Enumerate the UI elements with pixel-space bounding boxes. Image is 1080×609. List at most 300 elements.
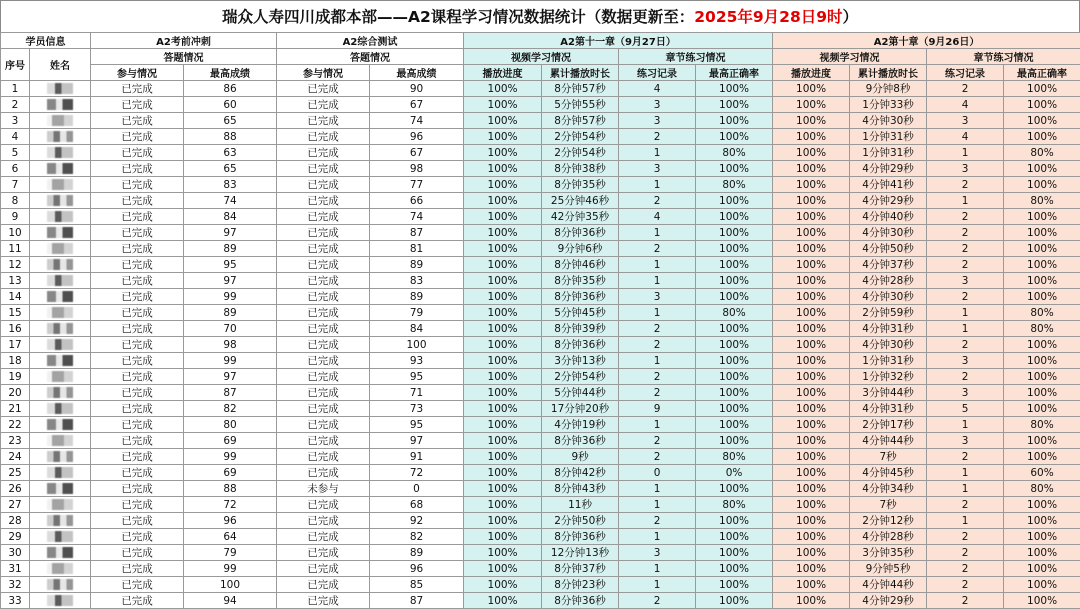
ch11-duration-cell: 5分钟55秒 — [542, 97, 619, 113]
ch11-progress-cell: 100% — [464, 593, 542, 609]
sprint-best-cell: 97 — [184, 273, 277, 289]
sprint-participation-cell: 已完成 — [91, 177, 184, 193]
header-ch11-title: A2第十一章（9月27日） — [464, 33, 773, 49]
table-row — [1, 113, 1080, 129]
ch11-records-cell: 1 — [619, 529, 696, 545]
comprehensive-participation-cell: 已完成 — [277, 289, 370, 305]
ch10-duration-cell: 2分钟59秒 — [850, 305, 927, 321]
ch11-duration-cell: 8分钟36秒 — [542, 289, 619, 305]
ch11-accuracy-cell: 100% — [696, 401, 773, 417]
name-cell-redacted — [30, 513, 91, 529]
table-row — [1, 177, 1080, 193]
sprint-participation-cell: 已完成 — [91, 129, 184, 145]
table-row — [1, 401, 1080, 417]
comprehensive-best-cell: 92 — [370, 513, 464, 529]
ch11-records-cell: 2 — [619, 449, 696, 465]
redacted-name-mosaic — [47, 531, 73, 542]
comprehensive-best-cell: 67 — [370, 145, 464, 161]
ch10-progress-cell: 100% — [773, 193, 850, 209]
sprint-best-cell: 89 — [184, 241, 277, 257]
redacted-name-mosaic — [47, 259, 73, 270]
redacted-name-mosaic — [47, 147, 73, 158]
ch10-accuracy-cell: 100% — [1004, 161, 1080, 177]
ch11-duration-cell: 12分钟13秒 — [542, 545, 619, 561]
name-cell-redacted — [30, 449, 91, 465]
name-cell-redacted — [30, 81, 91, 97]
comprehensive-participation-cell: 已完成 — [277, 465, 370, 481]
sprint-best-cell: 99 — [184, 449, 277, 465]
ch10-accuracy-cell: 100% — [1004, 113, 1080, 129]
sprint-best-cell: 88 — [184, 481, 277, 497]
ch11-duration-cell: 8分钟57秒 — [542, 113, 619, 129]
header-ch11-video: 视频学习情况 — [464, 49, 619, 65]
ch11-progress-cell: 100% — [464, 481, 542, 497]
ch11-duration-cell: 8分钟38秒 — [542, 161, 619, 177]
sprint-participation-cell: 已完成 — [91, 305, 184, 321]
ch10-progress-cell: 100% — [773, 305, 850, 321]
ch11-progress-cell: 100% — [464, 417, 542, 433]
sprint-participation-cell: 已完成 — [91, 401, 184, 417]
name-cell-redacted — [30, 209, 91, 225]
sprint-best-cell: 63 — [184, 145, 277, 161]
sprint-best-cell: 97 — [184, 225, 277, 241]
comprehensive-participation-cell: 已完成 — [277, 241, 370, 257]
name-cell-redacted — [30, 369, 91, 385]
name-cell-redacted — [30, 401, 91, 417]
ch10-accuracy-cell: 100% — [1004, 529, 1080, 545]
seq-cell: 5 — [1, 145, 30, 161]
ch10-records-cell: 2 — [927, 337, 1004, 353]
ch10-duration-cell: 4分钟29秒 — [850, 161, 927, 177]
redacted-name-mosaic — [47, 467, 73, 478]
ch11-accuracy-cell: 80% — [696, 449, 773, 465]
redacted-name-mosaic — [47, 83, 73, 94]
ch10-records-cell: 1 — [927, 305, 1004, 321]
ch10-accuracy-cell: 100% — [1004, 497, 1080, 513]
table-row — [1, 353, 1080, 369]
redacted-name-mosaic — [47, 483, 73, 494]
comprehensive-best-cell: 71 — [370, 385, 464, 401]
comprehensive-participation-cell: 已完成 — [277, 385, 370, 401]
seq-cell: 31 — [1, 561, 30, 577]
comprehensive-participation-cell: 已完成 — [277, 273, 370, 289]
comprehensive-participation-cell: 已完成 — [277, 161, 370, 177]
header-student-info: 学员信息 — [1, 33, 91, 49]
ch11-duration-cell: 9秒 — [542, 449, 619, 465]
ch10-duration-cell: 4分钟28秒 — [850, 273, 927, 289]
ch10-accuracy-cell: 100% — [1004, 577, 1080, 593]
comprehensive-participation-cell: 已完成 — [277, 401, 370, 417]
seq-cell: 21 — [1, 401, 30, 417]
ch11-accuracy-cell: 0% — [696, 465, 773, 481]
seq-cell: 19 — [1, 369, 30, 385]
ch10-records-cell: 3 — [927, 433, 1004, 449]
ch10-duration-cell: 9分钟5秒 — [850, 561, 927, 577]
ch10-accuracy-cell: 80% — [1004, 321, 1080, 337]
study-stats-table — [0, 32, 1080, 609]
ch11-records-cell: 2 — [619, 337, 696, 353]
ch11-accuracy-cell: 100% — [696, 225, 773, 241]
sprint-participation-cell: 已完成 — [91, 497, 184, 513]
ch10-records-cell: 1 — [927, 193, 1004, 209]
ch11-records-cell: 0 — [619, 465, 696, 481]
ch10-records-cell: 2 — [927, 545, 1004, 561]
table-row — [1, 449, 1080, 465]
ch10-duration-cell: 3分钟44秒 — [850, 385, 927, 401]
ch10-progress-cell: 100% — [773, 433, 850, 449]
ch10-progress-cell: 100% — [773, 129, 850, 145]
seq-cell: 7 — [1, 177, 30, 193]
ch11-duration-cell: 8分钟23秒 — [542, 577, 619, 593]
header-ch11-records: 练习记录 — [619, 65, 696, 81]
name-cell-redacted — [30, 129, 91, 145]
table-row — [1, 193, 1080, 209]
ch10-progress-cell: 100% — [773, 561, 850, 577]
ch10-duration-cell: 4分钟29秒 — [850, 593, 927, 609]
ch11-progress-cell: 100% — [464, 353, 542, 369]
redacted-name-mosaic — [47, 291, 73, 302]
ch11-accuracy-cell: 100% — [696, 113, 773, 129]
ch10-accuracy-cell: 100% — [1004, 97, 1080, 113]
name-cell-redacted — [30, 257, 91, 273]
ch10-progress-cell: 100% — [773, 337, 850, 353]
comprehensive-best-cell: 84 — [370, 321, 464, 337]
ch11-records-cell: 2 — [619, 241, 696, 257]
sprint-best-cell: 83 — [184, 177, 277, 193]
ch11-progress-cell: 100% — [464, 257, 542, 273]
ch11-accuracy-cell: 100% — [696, 369, 773, 385]
comprehensive-participation-cell: 已完成 — [277, 449, 370, 465]
ch11-accuracy-cell: 100% — [696, 273, 773, 289]
ch10-accuracy-cell: 100% — [1004, 81, 1080, 97]
sprint-best-cell: 72 — [184, 497, 277, 513]
ch10-progress-cell: 100% — [773, 97, 850, 113]
sprint-best-cell: 86 — [184, 81, 277, 97]
comprehensive-participation-cell: 已完成 — [277, 337, 370, 353]
sprint-participation-cell: 已完成 — [91, 337, 184, 353]
title-date: 2025年9月28日9时 — [694, 8, 842, 26]
redacted-name-mosaic — [47, 403, 73, 414]
ch10-progress-cell: 100% — [773, 513, 850, 529]
ch10-duration-cell: 1分钟33秒 — [850, 97, 927, 113]
ch10-duration-cell: 4分钟30秒 — [850, 289, 927, 305]
header-ch10-duration: 累计播放时长 — [850, 65, 927, 81]
comprehensive-best-cell: 85 — [370, 577, 464, 593]
ch11-progress-cell: 100% — [464, 161, 542, 177]
ch11-progress-cell: 100% — [464, 369, 542, 385]
comprehensive-best-cell: 73 — [370, 401, 464, 417]
redacted-name-mosaic — [47, 179, 73, 190]
ch10-records-cell: 4 — [927, 97, 1004, 113]
ch10-records-cell: 1 — [927, 513, 1004, 529]
ch11-duration-cell: 8分钟46秒 — [542, 257, 619, 273]
ch11-accuracy-cell: 100% — [696, 513, 773, 529]
comprehensive-best-cell: 98 — [370, 161, 464, 177]
ch11-accuracy-cell: 100% — [696, 241, 773, 257]
header-ch10-title: A2第十章（9月26日） — [773, 33, 1080, 49]
comprehensive-participation-cell: 已完成 — [277, 369, 370, 385]
ch11-duration-cell: 3分钟13秒 — [542, 353, 619, 369]
ch11-records-cell: 1 — [619, 497, 696, 513]
ch10-accuracy-cell: 100% — [1004, 545, 1080, 561]
comprehensive-best-cell: 83 — [370, 273, 464, 289]
redacted-name-mosaic — [47, 275, 73, 286]
ch10-accuracy-cell: 100% — [1004, 129, 1080, 145]
seq-cell: 13 — [1, 273, 30, 289]
comprehensive-participation-cell: 已完成 — [277, 305, 370, 321]
ch10-progress-cell: 100% — [773, 145, 850, 161]
ch11-records-cell: 1 — [619, 177, 696, 193]
name-cell-redacted — [30, 433, 91, 449]
ch10-records-cell: 3 — [927, 161, 1004, 177]
ch10-progress-cell: 100% — [773, 241, 850, 257]
name-cell-redacted — [30, 481, 91, 497]
ch10-accuracy-cell: 100% — [1004, 241, 1080, 257]
ch10-duration-cell: 4分钟31秒 — [850, 321, 927, 337]
ch11-accuracy-cell: 80% — [696, 497, 773, 513]
title-prefix: 瑞众人寿四川成都本部——A2课程学习情况数据统计（数据更新至： — [222, 8, 694, 26]
ch11-progress-cell: 100% — [464, 97, 542, 113]
ch11-records-cell: 1 — [619, 481, 696, 497]
ch10-duration-cell: 4分钟30秒 — [850, 337, 927, 353]
ch10-duration-cell: 4分钟45秒 — [850, 465, 927, 481]
sprint-best-cell: 65 — [184, 161, 277, 177]
ch11-progress-cell: 100% — [464, 513, 542, 529]
sprint-participation-cell: 已完成 — [91, 145, 184, 161]
ch10-records-cell: 2 — [927, 593, 1004, 609]
sprint-best-cell: 69 — [184, 433, 277, 449]
header-comprehensive-title: A2综合测试 — [277, 33, 464, 49]
ch10-duration-cell: 1分钟32秒 — [850, 369, 927, 385]
comprehensive-best-cell: 93 — [370, 353, 464, 369]
table-row — [1, 465, 1080, 481]
header-ch10-accuracy: 最高正确率 — [1004, 65, 1080, 81]
sprint-best-cell: 79 — [184, 545, 277, 561]
ch11-records-cell: 1 — [619, 353, 696, 369]
ch11-records-cell: 1 — [619, 273, 696, 289]
comprehensive-participation-cell: 已完成 — [277, 209, 370, 225]
ch11-accuracy-cell: 100% — [696, 481, 773, 497]
sprint-best-cell: 82 — [184, 401, 277, 417]
header-ch10-practice: 章节练习情况 — [927, 49, 1080, 65]
name-cell-redacted — [30, 161, 91, 177]
name-cell-redacted — [30, 561, 91, 577]
ch11-duration-cell: 2分钟54秒 — [542, 145, 619, 161]
name-cell-redacted — [30, 305, 91, 321]
comprehensive-participation-cell: 已完成 — [277, 561, 370, 577]
comprehensive-participation-cell: 已完成 — [277, 177, 370, 193]
ch11-progress-cell: 100% — [464, 433, 542, 449]
ch11-duration-cell: 5分钟45秒 — [542, 305, 619, 321]
comprehensive-best-cell: 89 — [370, 257, 464, 273]
sprint-participation-cell: 已完成 — [91, 593, 184, 609]
redacted-name-mosaic — [47, 387, 73, 398]
ch11-duration-cell: 8分钟36秒 — [542, 225, 619, 241]
comprehensive-participation-cell: 已完成 — [277, 513, 370, 529]
sprint-best-cell: 70 — [184, 321, 277, 337]
seq-cell: 27 — [1, 497, 30, 513]
sprint-participation-cell: 已完成 — [91, 257, 184, 273]
ch11-progress-cell: 100% — [464, 449, 542, 465]
seq-cell: 9 — [1, 209, 30, 225]
seq-cell: 17 — [1, 337, 30, 353]
redacted-name-mosaic — [47, 339, 73, 350]
seq-cell: 29 — [1, 529, 30, 545]
sprint-best-cell: 96 — [184, 513, 277, 529]
name-cell-redacted — [30, 273, 91, 289]
ch10-records-cell: 2 — [927, 449, 1004, 465]
comprehensive-participation-cell: 已完成 — [277, 193, 370, 209]
ch10-duration-cell: 4分钟34秒 — [850, 481, 927, 497]
seq-cell: 25 — [1, 465, 30, 481]
title-suffix: ） — [843, 8, 859, 26]
ch10-records-cell: 2 — [927, 577, 1004, 593]
ch11-duration-cell: 8分钟37秒 — [542, 561, 619, 577]
ch11-progress-cell: 100% — [464, 465, 542, 481]
ch11-duration-cell: 4分钟19秒 — [542, 417, 619, 433]
comprehensive-best-cell: 67 — [370, 97, 464, 113]
header-sprint-sub: 答题情况 — [91, 49, 277, 65]
ch11-accuracy-cell: 100% — [696, 337, 773, 353]
table-row — [1, 513, 1080, 529]
table-row — [1, 385, 1080, 401]
sprint-participation-cell: 已完成 — [91, 289, 184, 305]
ch11-records-cell: 1 — [619, 145, 696, 161]
ch10-accuracy-cell: 100% — [1004, 593, 1080, 609]
name-cell-redacted — [30, 593, 91, 609]
comprehensive-best-cell: 66 — [370, 193, 464, 209]
ch11-records-cell: 2 — [619, 433, 696, 449]
ch11-accuracy-cell: 100% — [696, 289, 773, 305]
ch11-accuracy-cell: 100% — [696, 81, 773, 97]
ch10-progress-cell: 100% — [773, 273, 850, 289]
sprint-participation-cell: 已完成 — [91, 193, 184, 209]
ch11-records-cell: 2 — [619, 321, 696, 337]
ch10-records-cell: 2 — [927, 257, 1004, 273]
comprehensive-best-cell: 87 — [370, 225, 464, 241]
header-name: 姓名 — [30, 49, 91, 81]
ch10-accuracy-cell: 80% — [1004, 481, 1080, 497]
sprint-best-cell: 60 — [184, 97, 277, 113]
ch11-records-cell: 3 — [619, 97, 696, 113]
ch10-accuracy-cell: 60% — [1004, 465, 1080, 481]
ch11-duration-cell: 8分钟36秒 — [542, 529, 619, 545]
comprehensive-participation-cell: 已完成 — [277, 257, 370, 273]
ch10-records-cell: 3 — [927, 113, 1004, 129]
ch11-accuracy-cell: 100% — [696, 193, 773, 209]
ch11-accuracy-cell: 80% — [696, 177, 773, 193]
comprehensive-best-cell: 97 — [370, 433, 464, 449]
ch10-progress-cell: 100% — [773, 401, 850, 417]
ch10-duration-cell: 2分钟12秒 — [850, 513, 927, 529]
comprehensive-best-cell: 0 — [370, 481, 464, 497]
seq-cell: 12 — [1, 257, 30, 273]
name-cell-redacted — [30, 145, 91, 161]
sprint-participation-cell: 已完成 — [91, 225, 184, 241]
ch10-progress-cell: 100% — [773, 593, 850, 609]
ch11-duration-cell: 8分钟57秒 — [542, 81, 619, 97]
redacted-name-mosaic — [47, 515, 73, 526]
header-sprint-title: A2考前冲刺 — [91, 33, 277, 49]
comprehensive-best-cell: 95 — [370, 369, 464, 385]
seq-cell: 6 — [1, 161, 30, 177]
sprint-best-cell: 100 — [184, 577, 277, 593]
table-row — [1, 289, 1080, 305]
redacted-name-mosaic — [47, 323, 73, 334]
ch11-progress-cell: 100% — [464, 113, 542, 129]
ch11-progress-cell: 100% — [464, 321, 542, 337]
table-row — [1, 241, 1080, 257]
ch11-progress-cell: 100% — [464, 577, 542, 593]
ch11-duration-cell: 8分钟43秒 — [542, 481, 619, 497]
table-row — [1, 369, 1080, 385]
ch10-records-cell: 2 — [927, 529, 1004, 545]
ch11-accuracy-cell: 100% — [696, 593, 773, 609]
ch10-progress-cell: 100% — [773, 577, 850, 593]
ch10-duration-cell: 4分钟28秒 — [850, 529, 927, 545]
redacted-name-mosaic — [47, 371, 73, 382]
ch10-duration-cell: 4分钟41秒 — [850, 177, 927, 193]
ch11-accuracy-cell: 100% — [696, 417, 773, 433]
sprint-participation-cell: 已完成 — [91, 465, 184, 481]
comprehensive-best-cell: 74 — [370, 113, 464, 129]
ch11-duration-cell: 9分钟6秒 — [542, 241, 619, 257]
name-cell-redacted — [30, 337, 91, 353]
ch11-duration-cell: 8分钟39秒 — [542, 321, 619, 337]
comprehensive-participation-cell: 已完成 — [277, 129, 370, 145]
sprint-participation-cell: 已完成 — [91, 273, 184, 289]
ch10-accuracy-cell: 100% — [1004, 449, 1080, 465]
header-ch11-accuracy: 最高正确率 — [696, 65, 773, 81]
ch11-records-cell: 2 — [619, 369, 696, 385]
redacted-name-mosaic — [47, 163, 73, 174]
name-cell-redacted — [30, 353, 91, 369]
header-seq: 序号 — [1, 49, 30, 81]
redacted-name-mosaic — [47, 563, 73, 574]
table-row — [1, 433, 1080, 449]
ch10-accuracy-cell: 80% — [1004, 145, 1080, 161]
sprint-participation-cell: 已完成 — [91, 369, 184, 385]
name-cell-redacted — [30, 289, 91, 305]
table-row — [1, 257, 1080, 273]
name-cell-redacted — [30, 97, 91, 113]
name-cell-redacted — [30, 113, 91, 129]
redacted-name-mosaic — [47, 451, 73, 462]
ch10-records-cell: 2 — [927, 81, 1004, 97]
seq-cell: 18 — [1, 353, 30, 369]
name-cell-redacted — [30, 417, 91, 433]
sprint-best-cell: 74 — [184, 193, 277, 209]
ch11-progress-cell: 100% — [464, 385, 542, 401]
ch10-records-cell: 2 — [927, 497, 1004, 513]
ch10-accuracy-cell: 100% — [1004, 289, 1080, 305]
comprehensive-best-cell: 91 — [370, 449, 464, 465]
ch11-accuracy-cell: 100% — [696, 161, 773, 177]
comprehensive-participation-cell: 已完成 — [277, 353, 370, 369]
sprint-best-cell: 94 — [184, 593, 277, 609]
ch11-records-cell: 3 — [619, 161, 696, 177]
ch11-accuracy-cell: 100% — [696, 209, 773, 225]
name-cell-redacted — [30, 577, 91, 593]
seq-cell: 11 — [1, 241, 30, 257]
ch10-progress-cell: 100% — [773, 369, 850, 385]
header-sprint-best: 最高成绩 — [184, 65, 277, 81]
ch10-records-cell: 1 — [927, 481, 1004, 497]
header-ch11-practice: 章节练习情况 — [619, 49, 773, 65]
table-row — [1, 497, 1080, 513]
sprint-participation-cell: 已完成 — [91, 113, 184, 129]
ch11-records-cell: 1 — [619, 561, 696, 577]
